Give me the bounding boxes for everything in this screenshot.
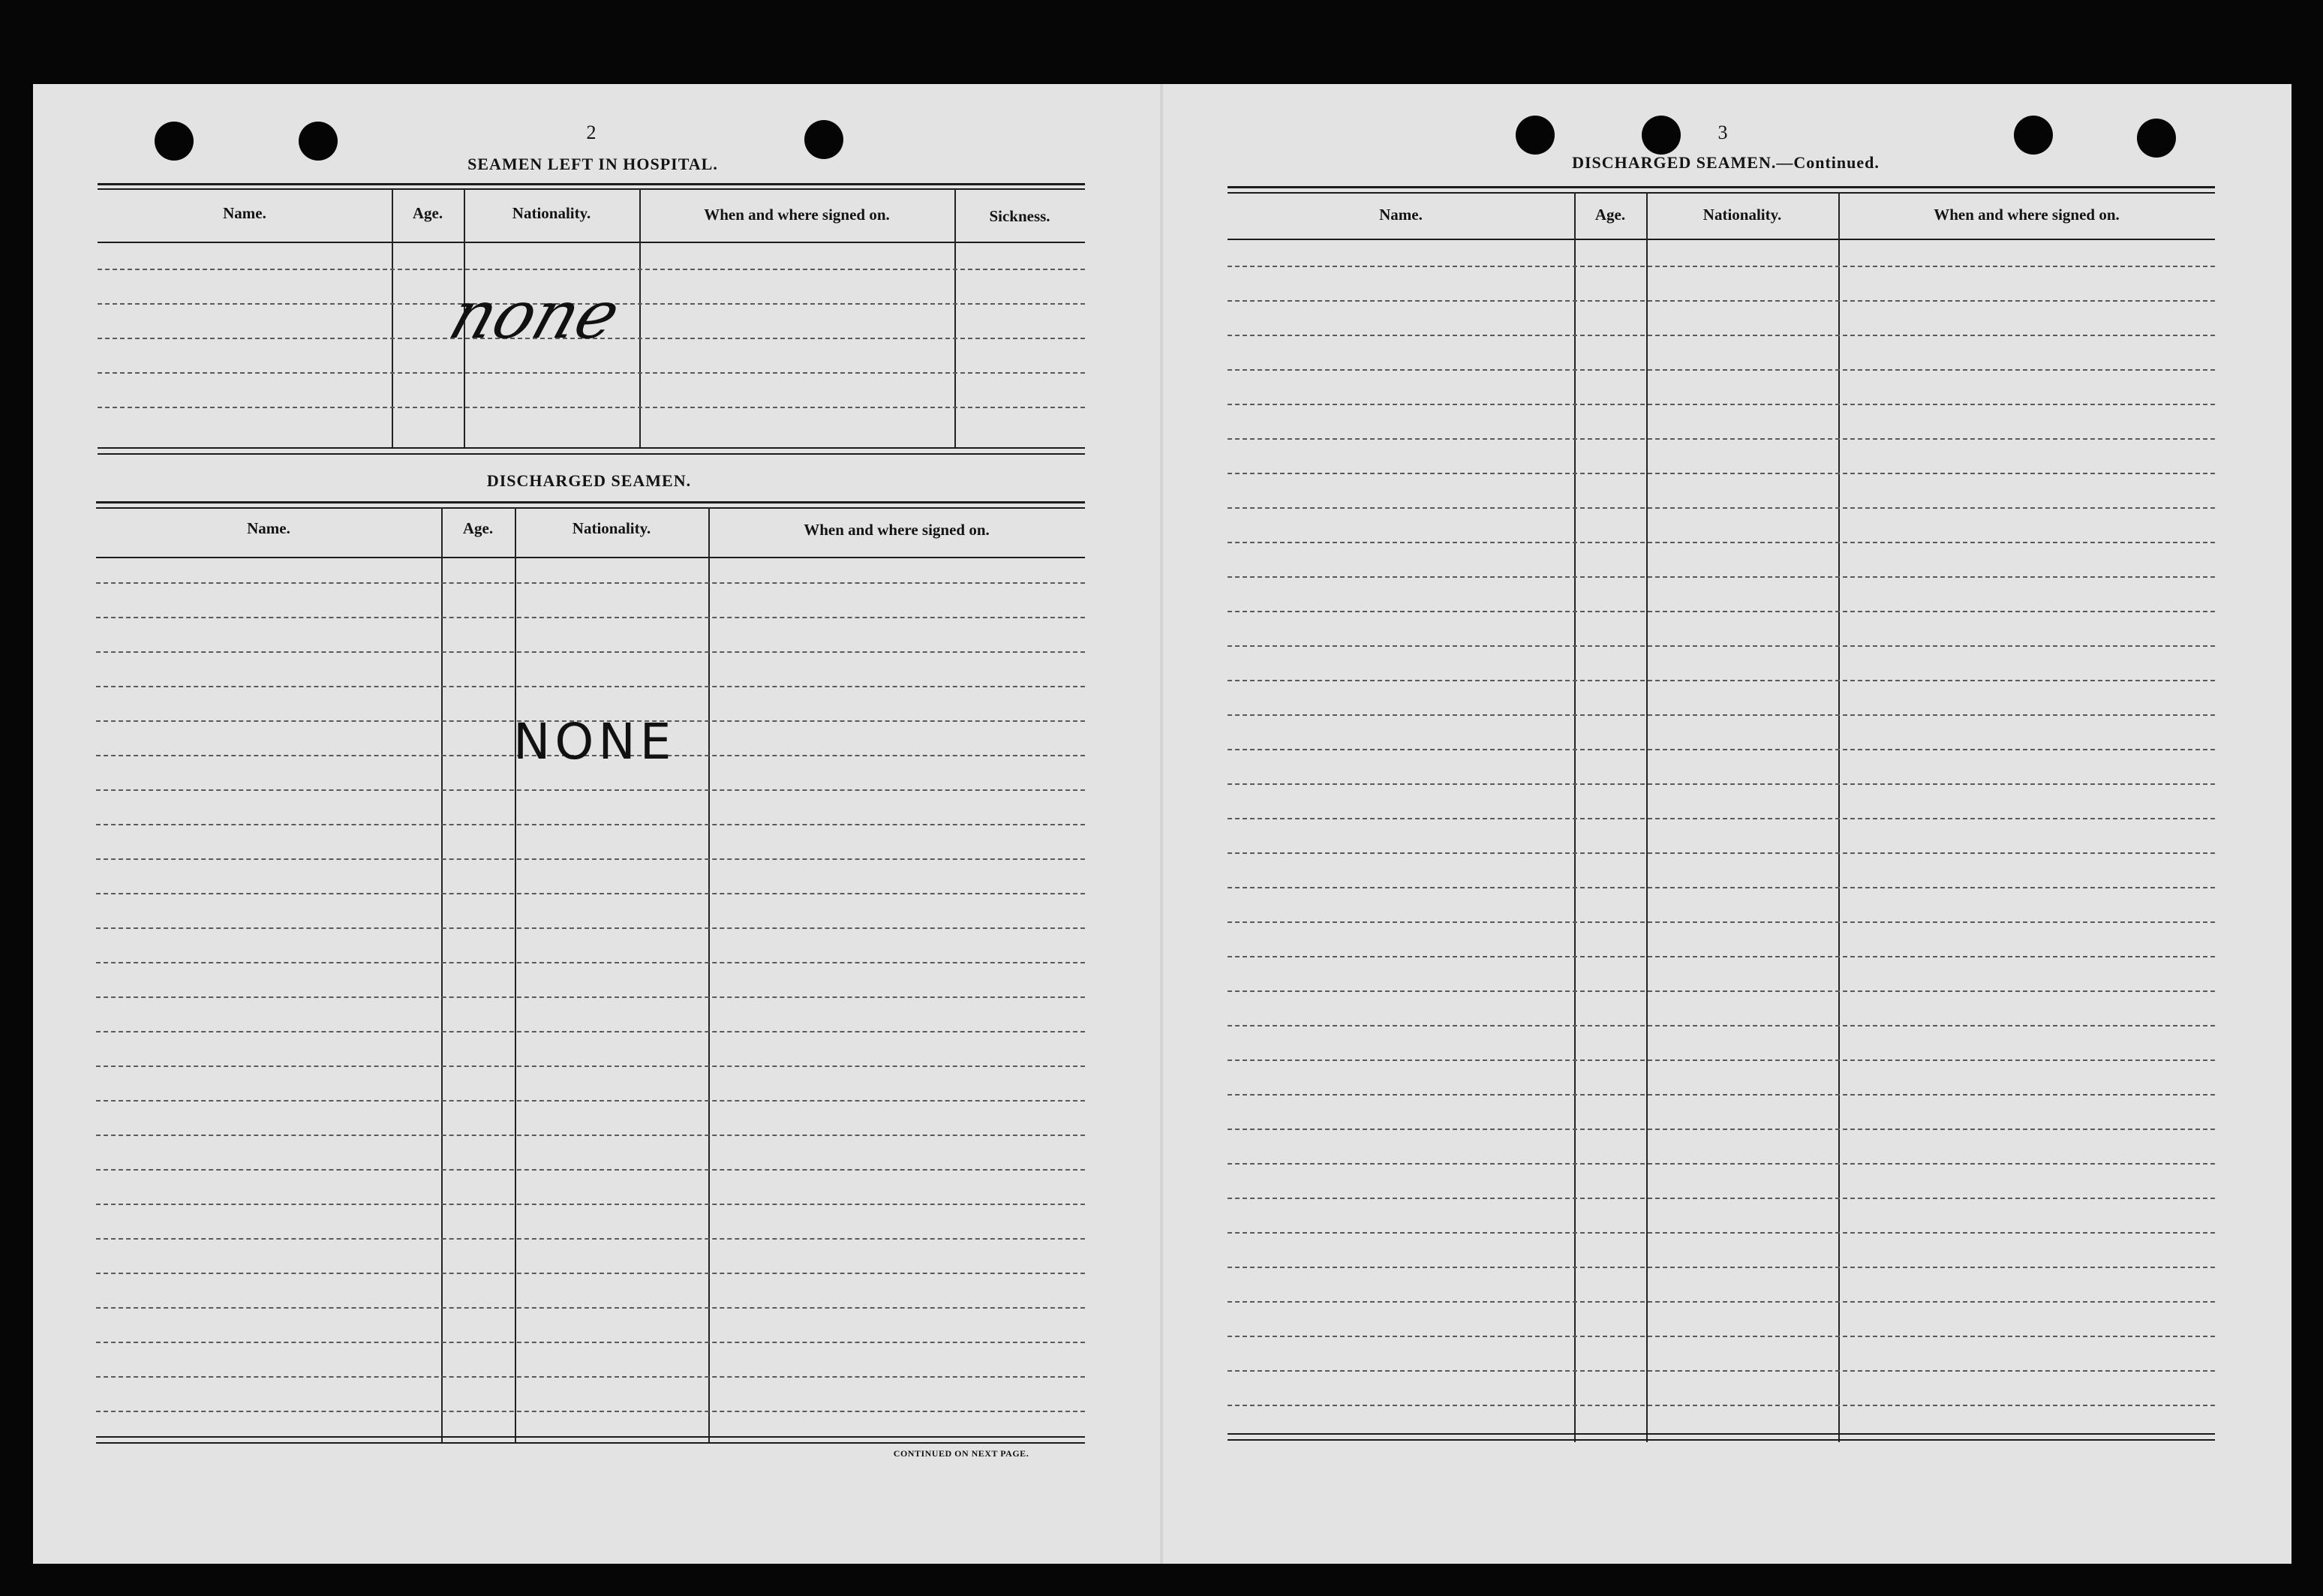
discharged-table xyxy=(96,501,1085,1444)
discharged-header-age: Age. xyxy=(462,519,494,537)
hospital-section-title: SEAMEN LEFT IN HOSPITAL. xyxy=(467,155,718,173)
punch-hole xyxy=(1642,116,1681,155)
continued-header-name: Name. xyxy=(1379,206,1423,224)
punch-hole xyxy=(804,120,843,159)
page-number-right: 3 xyxy=(1717,122,1728,143)
hospital-header-sickness: Sickness. xyxy=(989,207,1050,225)
discharged-header-nationality: Nationality. xyxy=(572,519,651,537)
punch-hole xyxy=(299,122,338,161)
hospital-header-signed-on: When and where signed on. xyxy=(704,206,890,224)
continued-header-nationality: Nationality. xyxy=(1702,206,1782,224)
page-gutter xyxy=(1160,84,1163,1564)
punch-hole xyxy=(1516,116,1555,155)
hospital-header-name: Name. xyxy=(223,204,266,222)
punch-hole xyxy=(2014,116,2053,155)
continued-header-age: Age. xyxy=(1594,206,1626,224)
discharged-continued-table xyxy=(1228,186,2215,1442)
discharged-header-name: Name. xyxy=(247,519,290,537)
punch-hole xyxy=(155,122,194,161)
handwritten-none-hospital: none xyxy=(440,276,630,353)
discharged-section-title: DISCHARGED SEAMEN. xyxy=(486,471,692,490)
hospital-header-nationality: Nationality. xyxy=(512,204,591,222)
discharged-header-signed-on: When and where signed on. xyxy=(804,521,990,539)
handwritten-none-discharged: NONE xyxy=(513,713,676,771)
page-number-left: 2 xyxy=(586,122,597,143)
continued-note: CONTINUED ON NEXT PAGE. xyxy=(893,1448,1029,1459)
discharged-continued-title: DISCHARGED SEAMEN.—Continued. xyxy=(1572,153,1880,172)
punch-hole xyxy=(2137,119,2176,158)
hospital-header-age: Age. xyxy=(412,204,443,222)
continued-header-signed-on: When and where signed on. xyxy=(1934,206,2120,224)
